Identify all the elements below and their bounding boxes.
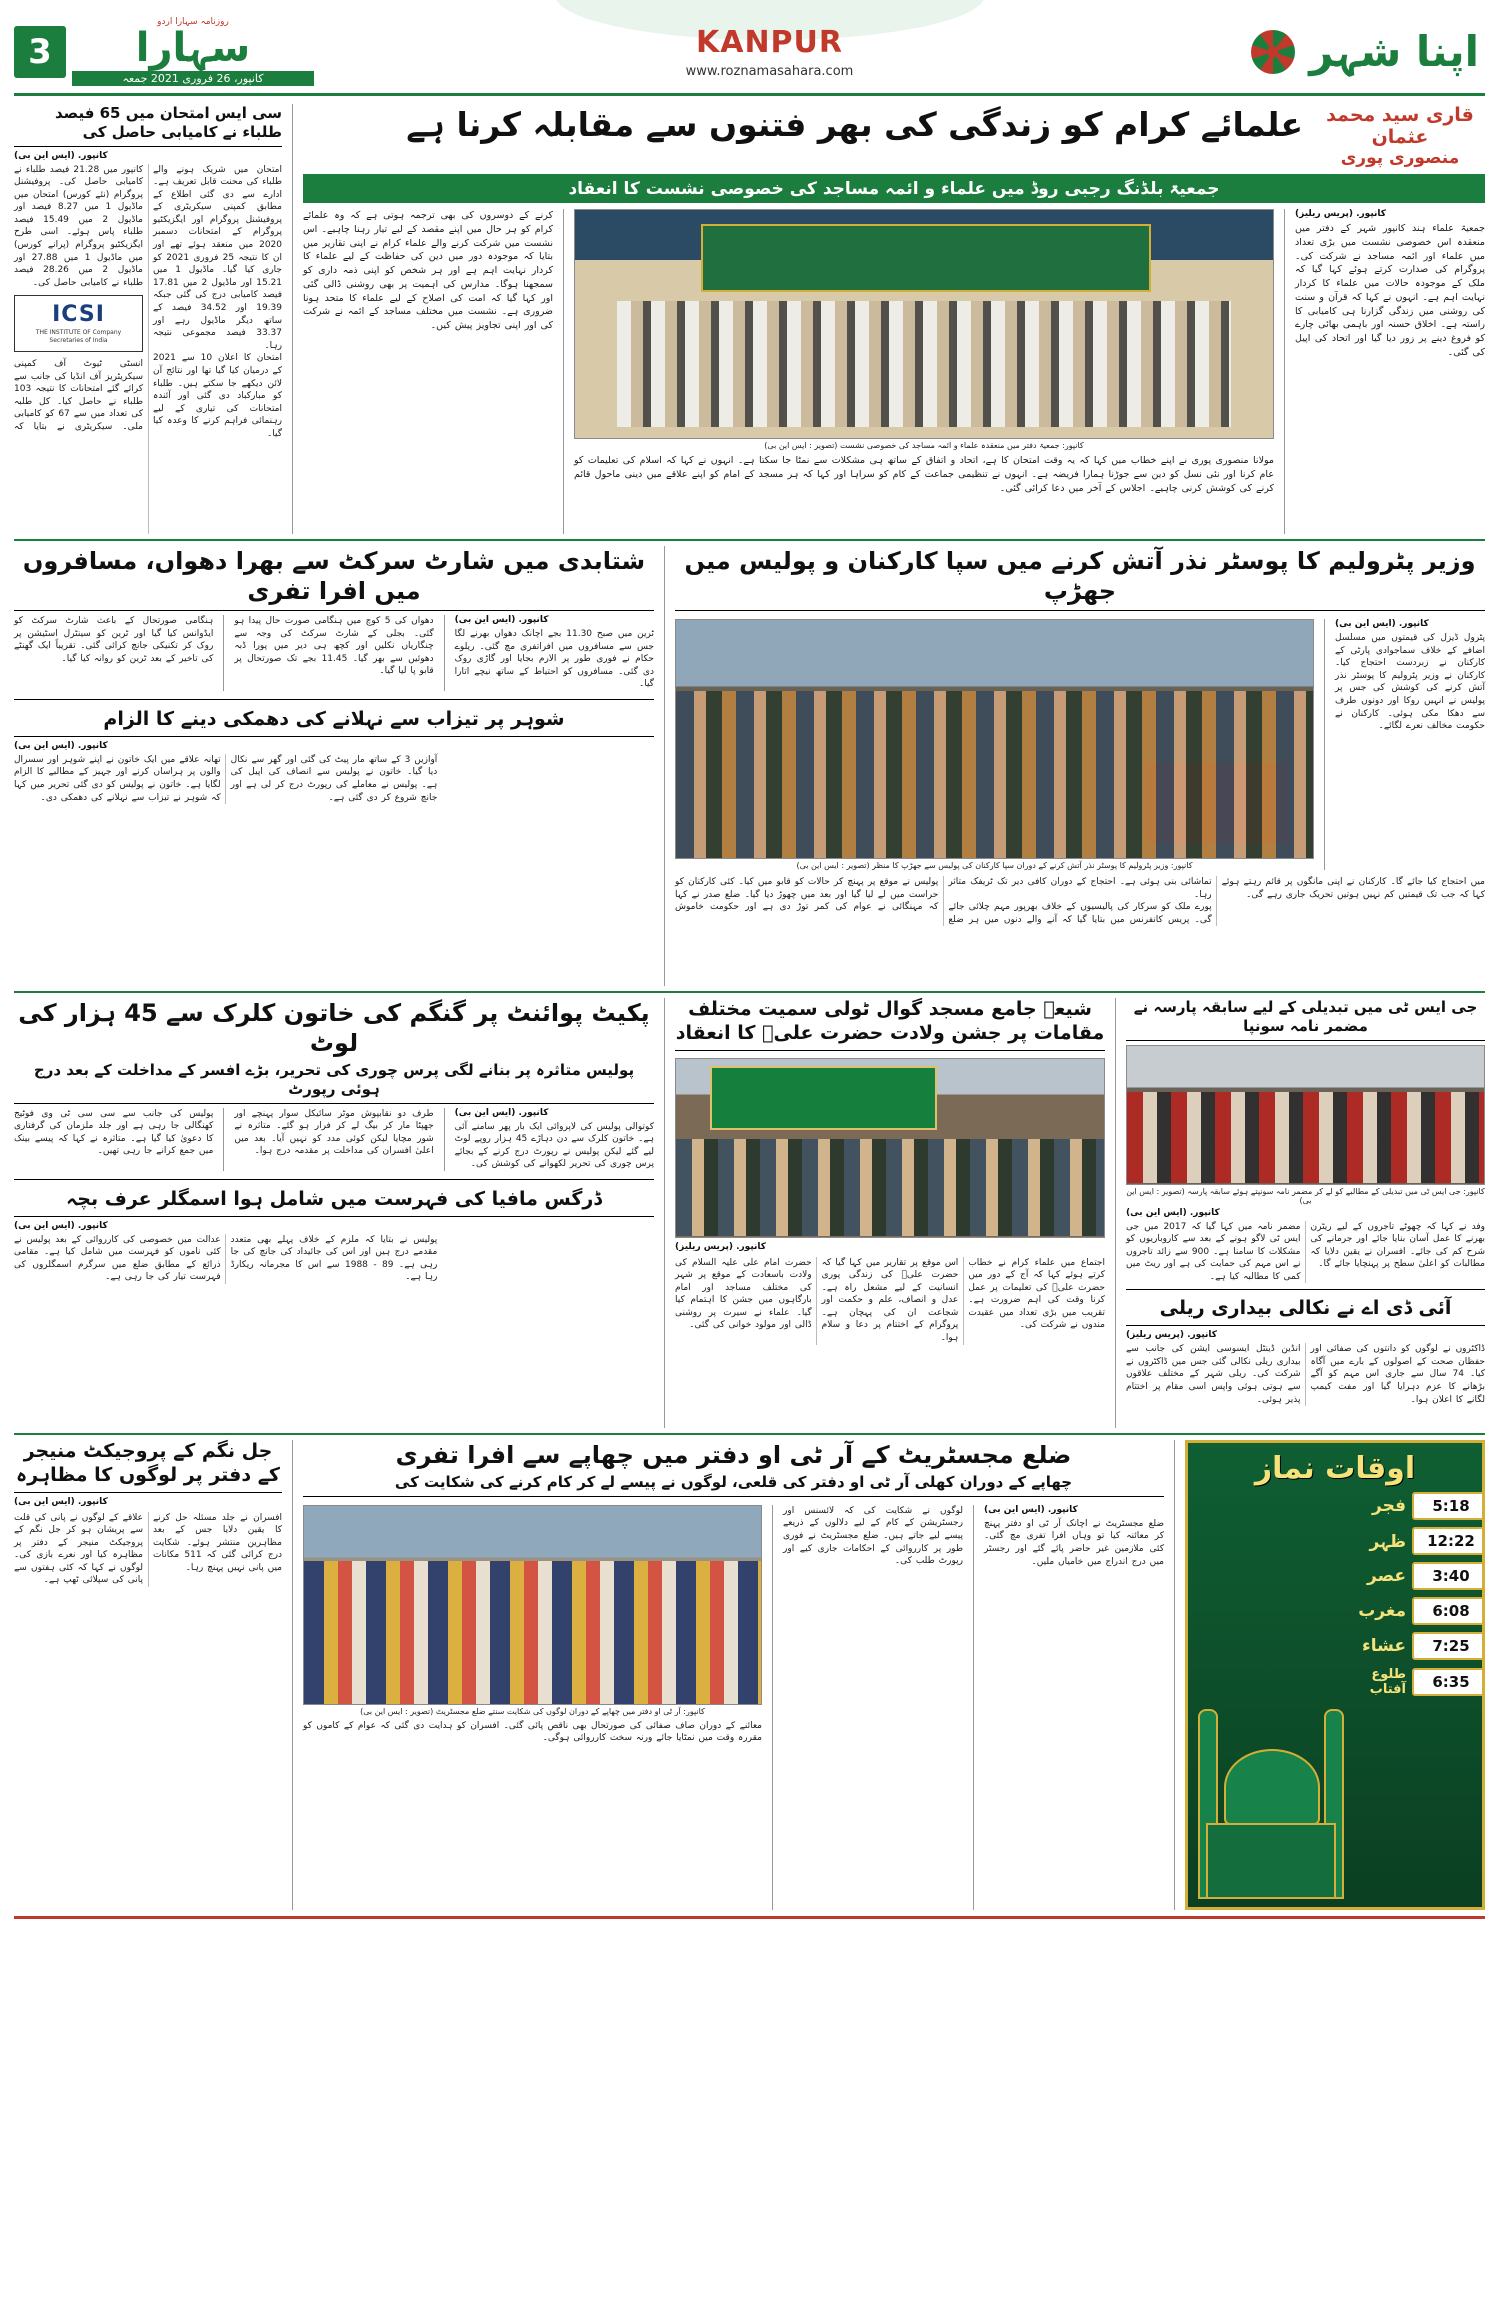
prayer-name: عشاء xyxy=(1362,1636,1406,1656)
lead-body-2: مولانا منصوری پوری نے اپنے خطاب میں کہا کہ یہ وقت امتحان کا ہے، اتحاد و اتفاق کے ساتھ ہی مشکلات سے نمٹا جا سکتا ہے۔ انہوں نے کہا کہ اسلام کی تعلیمات کو عام کرنا اور نئی نسل کو دین سے جوڑنا ہمارا فریضہ ہے۔ انہوں نے تنظیمی جماعت کے کام کو سراہا اور کہا کہ ہر مسجد کے امام کو اپنے علاقے میں دینی ماحول قائم کرنے کی کوشش کرنی چاہیے۔ اجلاس کے آخر میں دعا کرائی گئی۔ xyxy=(574,455,1274,494)
jal-body-2: افسران نے جلد مسئلہ حل کرنے کا یقین دلایا جس کے بعد مظاہرین منتشر ہوئے۔ شکایت درج کرائی گئی کہ 511 مکانات میں پانی نہیں پہنچ رہا۔ xyxy=(153,1512,282,1573)
dm-subhead: چھاپے کے دوران کھلی آر ٹی او دفتر کی قلعی، لوگوں نے پیسے لے کر کام کرنے کی شکایت کی xyxy=(394,1473,1073,1491)
clerk-body-3: پولیس کی جانب سے سی سی ٹی وی فوٹیج کھنگالی جا رہی ہے اور جلد ملزمان کی گرفتاری کا دعویٰ کیا گیا ہے۔ متاثرہ نے کہا کہ پیسے بینک میں جمع کرانے جا رہی تھیں۔ xyxy=(14,1108,214,1157)
prayer-times-title: اوقات نماز xyxy=(1254,1451,1416,1486)
section-title: اپنا شہر xyxy=(1309,26,1479,76)
prayer-row xyxy=(1344,1667,1474,1697)
dm-byline: کانپور. (ایس این بی) xyxy=(984,1504,1078,1515)
shatabdi-byline: کانپور. (ایس این بی) xyxy=(454,615,549,625)
sp-body-1: پٹرول ڈیزل کی قیمتوں میں مسلسل اضافے کے خلاف سماجوادی پارٹی کے کارکنان نے زبردست احتجاج کیا۔ کارکنان نے وزیر پٹرولیم کا پوسٹر نذر آتش کرنے کی کوشش کی جس پر پولیس نے انہیں روکا اور دونوں طرف سے دھکا مکی ہوئی۔ کارکنان نے حکومت مخالف نعرے لگائے۔ xyxy=(1335,633,1485,732)
lead-body-3: جمعیۃ علماء ہند کانپور شہر کے دفتر میں منعقدہ اس خصوصی نشست میں بڑی تعداد میں علماء اور ائمہ مساجد نے شرکت کی۔ پروگرام کی صدارت کرتے ہوئے کہا گیا کہ ملک کے موجودہ حالات میں علماء کا کردار نہایت اہم ہے۔ انہوں نے کہا کہ قرآن و سنت کی روشنی میں زندگی گزارنا ہی کامیابی کا راستہ ہے۔ اخلاق حسنہ اور باہمی بھائی چارے کو فروغ دینے پر زور دیا گیا اور اتحاد کی اپیل کی گئی۔ xyxy=(1295,223,1485,358)
floral-rosette-icon xyxy=(1251,30,1295,74)
footer-rule xyxy=(14,1916,1485,1919)
prayer-times-list xyxy=(1344,1486,1474,1697)
article-clerk-loot xyxy=(14,998,654,1171)
article-threat xyxy=(14,708,654,804)
shatabdi-body-3: ہنگامی صورتحال کے باعث شارٹ سرکٹ کو ایڈوانس کیا گیا اور ٹرین کو سینٹرل اسٹیشن پر روک کر تکنیکی جانچ کرائی گئی۔ تقریباً ایک گھنٹے کی تاخیر کے بعد ٹرین کو روانہ کیا گیا۔ xyxy=(14,616,214,664)
shia-body-1: حضرت امام علی علیہ السلام کی ولادت باسعادت کے موقع پر شہر کی مختلف مساجد اور امام بارگاہوں میں جشن کا اہتمام کیا گیا۔ علماء نے سیرت پر روشنی ڈالی اور مولود خوانی کی گئی۔ xyxy=(675,1257,812,1331)
lead-col-1 xyxy=(303,209,553,534)
shia-byline: کانپور. (پریس ریلیز) xyxy=(675,1241,766,1252)
clerk-byline: کانپور. (ایس این بی) xyxy=(454,1107,549,1118)
band-top xyxy=(14,104,1485,534)
lead-photo xyxy=(574,209,1274,439)
shia-headline: شیعہ جامع مسجد گوال ٹولی سمیت مختلف مقامات پر جشن ولادت حضرت علیؑ کا انعقاد xyxy=(675,998,1105,1044)
logo-name: سہارا xyxy=(135,24,251,71)
shia-body-2: اس موقع پر تقاریر میں کہا گیا کہ حضرت علیؑ کی زندگی پوری انسانیت کے لیے مشعل راہ ہے۔ عدل و انصاف، علم و حکمت اور شجاعت ان کی پہچان ہے۔ پروگرام کے اختتام پر دعا و سلام ہوا۔ xyxy=(821,1257,959,1344)
gst-headline: جی ایس ٹی میں تبدیلی کے لیے سابقہ پارسہ نے مضمر نامہ سونپا xyxy=(1133,998,1478,1035)
prayer-name: فجر xyxy=(1372,1496,1406,1516)
prayer-name: ظہر xyxy=(1369,1531,1406,1552)
threat-byline: کانپور. (ایس این بی) xyxy=(14,740,108,751)
drug-headline: ڈرگس مافیا کی فہرست میں شامل ہوا اسمگلر عرف بچہ xyxy=(66,1187,602,1210)
prayer-time: 6:35 xyxy=(1412,1668,1485,1696)
band-three xyxy=(14,998,1485,1428)
idea-body-1: انڈین ڈینٹل ایسوسی ایشن کی جانب سے بیداری ریلی نکالی گئی جس میں ڈاکٹروں نے شرکت کی۔ ریلی شہر کے مختلف علاقوں سے ہوتی ہوئی واپس اسی مقام پر اختتام پذیر ہوئی۔ xyxy=(1126,1344,1301,1405)
drug-body-2: پولیس نے بتایا کہ ملزم کے خلاف پہلے بھی متعدد مقدمے درج ہیں اور اس کی جائیداد کی جانچ کی جا رہی ہے۔ 89 - 1988 سے اس کا مجرمانہ ریکارڈ رہا ہے۔ xyxy=(230,1234,438,1283)
prayer-times-box xyxy=(1185,1440,1485,1910)
sp-byline: کانپور. (ایس این بی) xyxy=(1335,619,1429,629)
lead-headline: علمائے کرام کو زندگی کی بھر فتنوں سے مقابلہ کرنا ہے xyxy=(406,105,1303,144)
dm-photo xyxy=(303,1505,762,1705)
gst-byline: کانپور. (ایس این بی) xyxy=(1126,1207,1220,1218)
sp-body-3: پورے ملک کو سرکار کی پالیسیوں کے خلاف بھرپور مہم چلائی جائے گی۔ پریس کانفرنس میں بتایا گیا کہ آنے والے دنوں میں ہر ضلع میں احتجاج کیا جائے گا۔ کارکنان نے اپنی مانگوں پر قائم رہتے ہوئے کہا کہ جب تک قیمتیں کم نہیں ہوتیں تحریک جاری رہے گی۔ xyxy=(948,877,1485,925)
left-column-band2 xyxy=(14,546,654,986)
article-shatabdi xyxy=(14,546,654,691)
prayer-row xyxy=(1344,1527,1474,1555)
prayer-time: 7:25 xyxy=(1412,1632,1485,1660)
icsi-body-3: ادارے سے دی گئی اطلاع کے مطابق کمپنی سیکریٹری کے پروفیشنل پروگرام اور ایگزیکٹیو پروگرام کے امتحانات دسمبر 2020 میں منعقد ہوئے تھے اور ان کا نتیجہ 25 فروری 2021 کو جاری کیا گیا۔ ماڈیول 1 میں 15.21 اور ماڈیول 2 میں 17.81 فیصد کامیابی درج کی گئی جبکہ 19.39 اور 34.52 فیصد کے ساتھ دیگر ماڈیول رہے اور 33.37 فیصد مجموعی نتیجہ رہا۔ xyxy=(153,189,283,351)
sp-photo xyxy=(675,619,1314,859)
jal-headline: جل نگم کے پروجیکٹ منیجر کے دفتر پر لوگوں کا مظاہرہ xyxy=(16,1440,280,1486)
newspaper-logo xyxy=(72,18,314,86)
page-number: 3 xyxy=(14,26,66,78)
city-name: KANPUR xyxy=(695,24,844,60)
gst-body-1: مضمر نامہ میں کہا گیا کہ 2017 میں جی ایس ٹی لاگو ہونے کے بعد سے کاروباریوں کو مشکلات کا سامنا ہے۔ 900 سے زائد تاجروں نے اس مہم کی حمایت کی ہے اور ریٹ میں کمی کا مطالبہ کیا ہے۔ xyxy=(1126,1221,1301,1282)
threat-headline: شوہر پر تیزاب سے نہلانے کی دھمکی دینے کا الزام xyxy=(103,707,565,730)
article-idea-rally xyxy=(1126,1297,1485,1406)
article-shia-event xyxy=(675,998,1105,1428)
sp-photo-caption: کانپور: وزیر پٹرولیم کا پوسٹر نذر آتش کرنے کے دوران سپا کارکنان کی پولیس سے جھڑپ کا منظر (تصویر : ایس این بی) xyxy=(796,861,1193,870)
shia-body-3: اجتماع میں علماء کرام نے خطاب کرتے ہوئے کہا کہ آج کے دور میں حضرت علیؑ کی تعلیمات پر عمل کرنا وقت کی اہم ضرورت ہے۔ تقریب میں بڑی تعداد میں عقیدت مندوں نے شرکت کی۔ xyxy=(968,1257,1105,1331)
prayer-row xyxy=(1344,1562,1474,1590)
page-content xyxy=(14,104,1485,1919)
sp-body-2: پولیس نے موقع پر پہنچ کر حالات کو قابو میں کیا۔ کئی کارکنان کو حراست میں لے لیا گیا اور بعد میں چھوڑ دیا گیا۔ ضلع صدر نے کہا کہ مہنگائی نے عوام کی کمر توڑ دی ہے اور حکومت خاموش تماشائی بنی ہوئی ہے۔ احتجاج کے دوران کافی دیر تک ٹریفک متاثر رہا۔ xyxy=(675,877,1212,913)
dm-body-3: معائنے کے دوران صاف صفائی کی صورتحال بھی ناقص پائی گئی۔ افسران کو ہدایت دی گئی کہ عوام کے کاموں کو مقررہ وقت میں نمٹایا جائے ورنہ سخت کارروائی ہوگی۔ xyxy=(303,1720,762,1744)
article-dm-raid xyxy=(303,1440,1164,1910)
clerk-body-2: طرف دو نقابپوش موٹر سائیکل سوار پہنچے اور جھپٹا مار کر بیگ لے کر فرار ہو گئے۔ متاثرہ نے شور مچایا لیکن کوئی مدد کو نہیں آیا۔ بعد میں اعلیٰ افسران کی مداخلت پر مقدمہ درج ہوا۔ xyxy=(234,1108,434,1157)
lead-photo-caption: کانپور: جمعیۃ دفتر میں منعقدہ علماء و ائمہ مساجد کی خصوصی نشست (تصویر : ایس این بی) xyxy=(764,441,1084,450)
sp-headline: وزیر پٹرولیم کا پوسٹر نذر آتش کرنے میں سپا کارکنان و پولیس میں جھڑپ xyxy=(684,547,1476,605)
article-jal-nigam xyxy=(14,1440,282,1910)
article-sp-minister xyxy=(675,546,1485,986)
gst-photo-caption: کانپور: جی ایس ٹی میں تبدیلی کے مطالبے کو لے کر مضمر نامہ سونپتے ہوئے سابقہ پارسہ (تصویر : ایس این بی) xyxy=(1126,1186,1485,1205)
band-middle xyxy=(14,546,1485,986)
lead-byline: کانپور. (پریس ریلیز) xyxy=(1295,209,1386,219)
drug-body-1: عدالت میں خصوصی کی کارروائی کے بعد پولیس نے کئی ناموں کو فہرست میں شامل کیا ہے۔ مقامی ذرائع کے مطابق ضلع میں سرگرم اسمگلروں کی فہرست تیار کی جا رہی ہے۔ xyxy=(14,1234,221,1283)
edition-date: کانپور، 26 فروری 2021 جمعہ xyxy=(72,71,314,86)
logo-top-line: روزنامہ سہارا اردو xyxy=(157,16,229,27)
band-bottom xyxy=(14,1440,1485,1910)
dm-headline: ضلع مجسٹریٹ کے آر ٹی او دفتر میں چھاپے سے افرا تفری xyxy=(395,1441,1072,1469)
lead-body-1: کرنے کے دوسروں کی بھی ترجمہ ہوتی ہے کہ وہ علمائے کرام کو ہر حال میں اپنے مقصد کے لیے تیار رہنا چاہیے۔ اس نشست میں شرکت کرنے والے علماء کرام نے اپنی تقاریر میں بتایا کہ موجودہ دور میں دین کی حفاظت کے لیے علماء کا کردار نہایت اہم ہے اور ہر شخص کو اپنی ذمہ داری کو سمجھنا ہوگا۔ مدارس کی اہمیت پر بھی روشنی ڈالی گئی اور کہا گیا کہ امت کی اصلاح کے لیے علماء کا متحد ہونا ضروری ہے۔ نشست میں مختلف مساجد کے ائمہ نے شرکت کی اور اپنی تجاویز پیش کیں۔ xyxy=(303,210,553,332)
gst-photo xyxy=(1126,1045,1485,1185)
article-icsi xyxy=(14,104,282,534)
prayer-row xyxy=(1344,1632,1474,1660)
left-column-band3 xyxy=(14,998,654,1428)
prayer-time: 3:40 xyxy=(1412,1562,1485,1590)
icsi-logo-mark: ICSI xyxy=(52,302,105,328)
article-lead xyxy=(303,104,1485,534)
clerk-headline: پکیٹ پوائنٹ پر گنگم کی خاتون کلرک سے 45 ہزار کی لوٹ xyxy=(18,999,650,1057)
prayer-name: طلوع آفتاب xyxy=(1369,1667,1406,1697)
shatabdi-body-1: ٹرین میں صبح 11.30 بجے اچانک دھواں بھرنے لگا جس سے مسافروں میں افراتفری مچ گئی۔ ریلوے حکام نے فوری طور پر الارم بجایا اور گاڑی روک دی گئی۔ مسافروں کو احتیاط کے ساتھ نیچے اتارا گیا۔ xyxy=(454,629,654,690)
prayer-name: مغرب xyxy=(1358,1601,1406,1621)
idea-headline: آئی ڈی اے نے نکالی بیداری ریلی xyxy=(1159,1297,1452,1320)
idea-body-2: ڈاکٹروں نے لوگوں کو دانتوں کی صفائی اور حفظان صحت کے اصولوں کے بارے میں آگاہ کیا۔ 74 سال سے جاری اس مہم کو آگے بڑھانے کا عزم دہرایا گیا اور مفت کیمپ لگانے کا اعلان ہوا۔ xyxy=(1310,1344,1485,1405)
icsi-body-2: انسٹی ٹیوٹ آف کمپنی سیکریٹریز آف انڈیا کی جانب سے کرائے گئے امتحانات کا نتیجہ 103 طلباء نے حاصل کیا۔ کل طلبہ کی تعداد میں سے 67 کو کامیابی ملی۔ سیکریٹری نے بتایا کہ امتحان میں شریک ہونے والے طلباء کی محنت قابل تعریف ہے۔ xyxy=(14,164,282,432)
prayer-row xyxy=(1344,1492,1474,1520)
right-column-band3 xyxy=(1126,998,1485,1428)
masthead-left xyxy=(14,10,314,93)
icsi-byline: کانپور. (ایس این بی) xyxy=(14,150,108,161)
icsi-logo-tagline: THE INSTITUTE OF Company Secretaries of India xyxy=(35,329,122,345)
clerk-body-1: کوتوالی پولیس کی لاپروائی ایک بار پھر سامنے آئی ہے۔ خاتون کلرک سے دن دہاڑے 45 ہزار روپے لوٹ لیے گئے لیکن پولیس نے رپورٹ درج کرنے کے بجائے پرس چوری کی تحریر لکھوانے کی کوشش کی۔ xyxy=(454,1121,654,1170)
lead-subhead: جمعیۃ بلڈنگ رجبی روڈ میں علماء و ائمہ مساجد کی خصوصی نشست کا انعقاد xyxy=(303,174,1485,203)
article-drug-mafia xyxy=(14,1188,654,1284)
prayer-name: عصر xyxy=(1367,1566,1406,1586)
masthead-center xyxy=(314,10,1225,93)
clerk-subhead: پولیس متاثرہ پر بنانے لگی پرس چوری کی تحریر، بڑے افسر کے مداخلت کے بعد درج ہوئی رپورٹ xyxy=(33,1061,635,1098)
icsi-headline: سی ایس امتحان میں 65 فیصد طلباء نے کامیابی حاصل کی xyxy=(55,104,282,141)
masthead-right xyxy=(1225,10,1485,93)
dm-body-2: لوگوں نے شکایت کی کہ لائسنس اور رجسٹریشن کے کام کے لیے دلالوں کے ذریعے پیسے لیے جاتے ہیں۔ ضلع مجسٹریٹ نے فوری طور پر کارروائی کے احکامات جاری کیے اور رپورٹ طلب کی۔ xyxy=(783,1505,963,1567)
prayer-row xyxy=(1344,1597,1474,1625)
threat-body-1: تھانہ علاقے میں ایک خاتون نے اپنے شوہر اور سسرال والوں پر ہراساں کرنے اور جہیز کے مطالبے کا الزام لگایا ہے۔ خاتون نے پولیس کو دی گئی تحریر میں کہا کہ شوہر نے تیزاب سے نہلانے کی دھمکی دی۔ xyxy=(14,754,221,803)
mosque-dome-icon xyxy=(1196,1649,1346,1899)
gst-body-2: وفد نے کہا کہ چھوٹے تاجروں کے لیے ریٹرن بھرنے کا عمل آسان بنایا جائے اور جرمانے کی شرح کم کی جائے۔ افسران نے یقین دلایا کہ مطالبات کو اعلیٰ سطح پر پہنچایا جائے گا۔ xyxy=(1310,1221,1485,1270)
lead-author-name: قاری سید محمد عثمان xyxy=(1326,104,1474,148)
icsi-body-1: کانپور میں 21.28 فیصد طلباء نے کامیابی حاصل کی۔ پروفیشنل پروگرام (نئے کورس) امتحان میں ماڈیول 1 میں 8.27 فیصد اور ماڈیول 2 میں 15.49 فیصد طلباء پاس ہوئے۔ اسی طرح ایگزیکٹیو پروگرام (پرانے کورس) میں ماڈیول 1 میں 27.88 اور ماڈیول 2 میں 28.26 فیصد طلباء نے کامیابی حاصل کی۔ xyxy=(14,164,144,288)
prayer-time: 12:22 xyxy=(1412,1527,1485,1555)
dm-body-1: ضلع مجسٹریٹ نے اچانک آر ٹی او دفتر پہنچ کر معائنہ کیا تو وہاں افرا تفری مچ گئی۔ کئی ملازمین غیر حاضر پائے گئے اور رجسٹر میں درج اندراج میں خامیاں ملیں۔ xyxy=(984,1518,1164,1567)
lead-col-3 xyxy=(1295,209,1485,534)
lead-photo-col xyxy=(574,209,1274,534)
jal-byline: کانپور. (ایس این بی) xyxy=(14,1496,108,1507)
website-url[interactable]: www.roznamasahara.com xyxy=(685,63,854,79)
threat-body-2: آوازیں 3 کے ساتھ مار پیٹ کی گئی اور گھر سے نکال دیا گیا۔ خاتون نے پولیس سے انصاف کی اپیل کی ہے۔ پولیس نے معاملے کی رپورٹ درج کر لی ہے اور جانچ شروع کر دی گئی ہے۔ xyxy=(230,754,438,803)
shatabdi-headline: شتابدی میں شارٹ سرکٹ سے بھرا دھواں، مسافروں میں افرا تفری xyxy=(22,547,646,605)
lead-author-place: منصوری پوری xyxy=(1340,148,1460,168)
icsi-logo xyxy=(14,295,143,352)
idea-byline: کانپور. (پریس ریلیز) xyxy=(1126,1330,1217,1341)
jal-body-1: علاقے کے لوگوں نے پانی کی قلت سے پریشان ہو کر جل نگم کے پروجیکٹ منیجر کے دفتر پر مظاہرہ کیا اور نعرے بازی کی۔ لوگوں نے کہا کہ کئی ہفتوں سے پانی کی سپلائی ٹھپ ہے۔ xyxy=(14,1512,143,1586)
lead-author-block xyxy=(1315,104,1485,168)
dm-photo-caption: کانپور: آر ٹی او دفتر میں چھاپے کے دوران لوگوں کی شکایت سنتے ضلع مجسٹریٹ (تصویر : ایس این بی) xyxy=(360,1706,705,1716)
masthead xyxy=(14,10,1485,96)
article-gst-memo xyxy=(1126,998,1485,1283)
prayer-time: 5:18 xyxy=(1412,1492,1485,1520)
prayer-time: 6:08 xyxy=(1412,1597,1485,1625)
shatabdi-body-2: دھواں کی 5 کوچ میں ہنگامی صورت حال پیدا ہو گئی۔ بجلی کے شارٹ سرکٹ کی وجہ سے چنگاریاں نکلیں اور کچھ ہی دیر میں پورا ڈبہ دھوئیں سے بھر گیا۔ 11.45 بجے تک صورتحال پر قابو پا لیا گیا۔ xyxy=(234,616,434,677)
shia-photo xyxy=(675,1058,1105,1238)
icsi-body-4: امتحان کا اعلان 10 سے 2021 کے درمیان کیا گیا تھا اور نتائج آن لائن دیکھے جا سکتے ہیں۔ طلباء کو مبارکباد دی گئی اور آئندہ امتحانات کی تیاری کے لیے رہنمائی فراہم کرنے کا وعدہ کیا گیا۔ xyxy=(153,353,282,439)
drug-byline: کانپور. (ایس این بی) xyxy=(14,1220,108,1231)
